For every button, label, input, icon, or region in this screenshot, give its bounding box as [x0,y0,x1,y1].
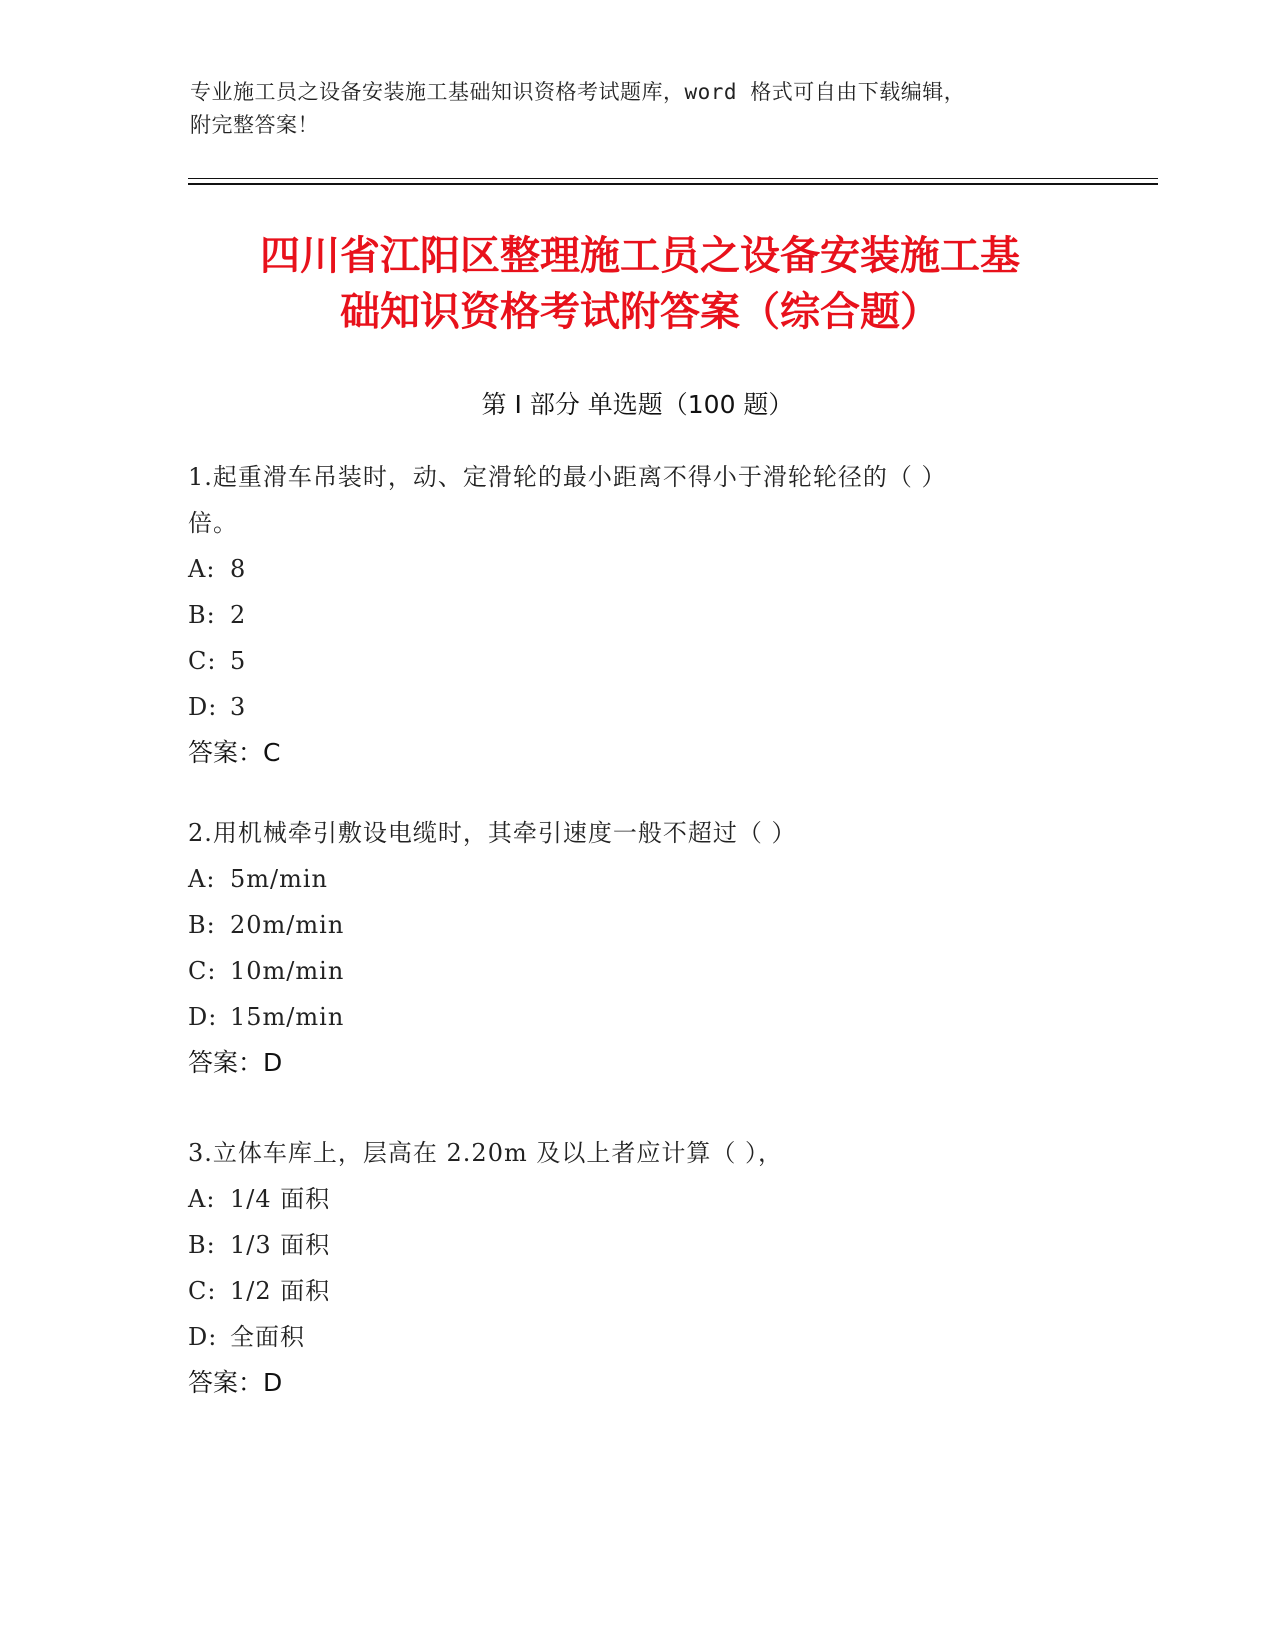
option-b [188,1222,1088,1268]
option-b [188,902,1088,948]
option-key: B: [188,911,216,939]
option-d [188,994,1088,1040]
option-b [188,592,1088,638]
option-key: D: [188,693,218,721]
option-key: A: [188,555,216,583]
header-note [190,76,1090,142]
option-key: B: [188,601,216,629]
option-text: 1/3 面积 [230,1231,331,1259]
section-heading: 第 I 部分 单选题（100 题） [481,390,794,419]
question-stem: 1.起重滑车吊装时，动、定滑轮的最小距离不得小于滑轮轮径的（ ） [188,463,947,491]
header-note-line1: 专业施工员之设备安装施工基础知识资格考试题库，word 格式可自由下载编辑， [190,80,966,104]
option-text: 20m/min [230,911,345,939]
option-key: A: [188,1185,216,1213]
option-text: 8 [230,555,247,583]
option-text: 15m/min [230,1003,345,1031]
question-stem-continued: 倍。 [188,509,238,537]
document-title-line1: 四川省江阳区整理施工员之设备安装施工基 [260,233,1020,279]
document-title-line2: 础知识资格考试附答案（综合题） [340,289,940,335]
option-key: C: [188,957,217,985]
question-3 [188,1130,1088,1406]
option-key: D: [188,1323,218,1351]
option-c [188,1268,1088,1314]
option-c [188,638,1088,684]
option-text: 全面积 [230,1323,305,1351]
option-d [188,1314,1088,1360]
question-2 [188,810,1088,1086]
option-d [188,684,1088,730]
option-key: D: [188,1003,218,1031]
option-key: A: [188,865,216,893]
question-1 [188,454,1088,776]
answer-line: 答案：D [188,1368,283,1397]
option-text: 1/2 面积 [230,1277,331,1305]
answer-line: 答案：C [188,738,281,767]
option-a [188,546,1088,592]
header-divider-thick [188,183,1158,185]
answer-line: 答案：D [188,1048,283,1077]
option-a [188,856,1088,902]
option-text: 2 [230,601,247,629]
question-stem: 2.用机械牵引敷设电缆时，其牵引速度一般不超过（ ） [188,819,797,847]
option-text: 10m/min [230,957,345,985]
option-key: B: [188,1231,216,1259]
header-divider-thin [188,178,1158,179]
option-key: C: [188,647,217,675]
option-c [188,948,1088,994]
document-title [180,228,1100,340]
option-text: 1/4 面积 [230,1185,331,1213]
option-a [188,1176,1088,1222]
question-stem: 3.立体车库上，层高在 2.20m 及以上者应计算（ ）， [188,1139,783,1167]
option-text: 5m/min [230,865,329,893]
option-key: C: [188,1277,217,1305]
option-text: 5 [230,647,247,675]
header-note-line2: 附完整答案！ [190,113,319,137]
option-text: 3 [230,693,247,721]
